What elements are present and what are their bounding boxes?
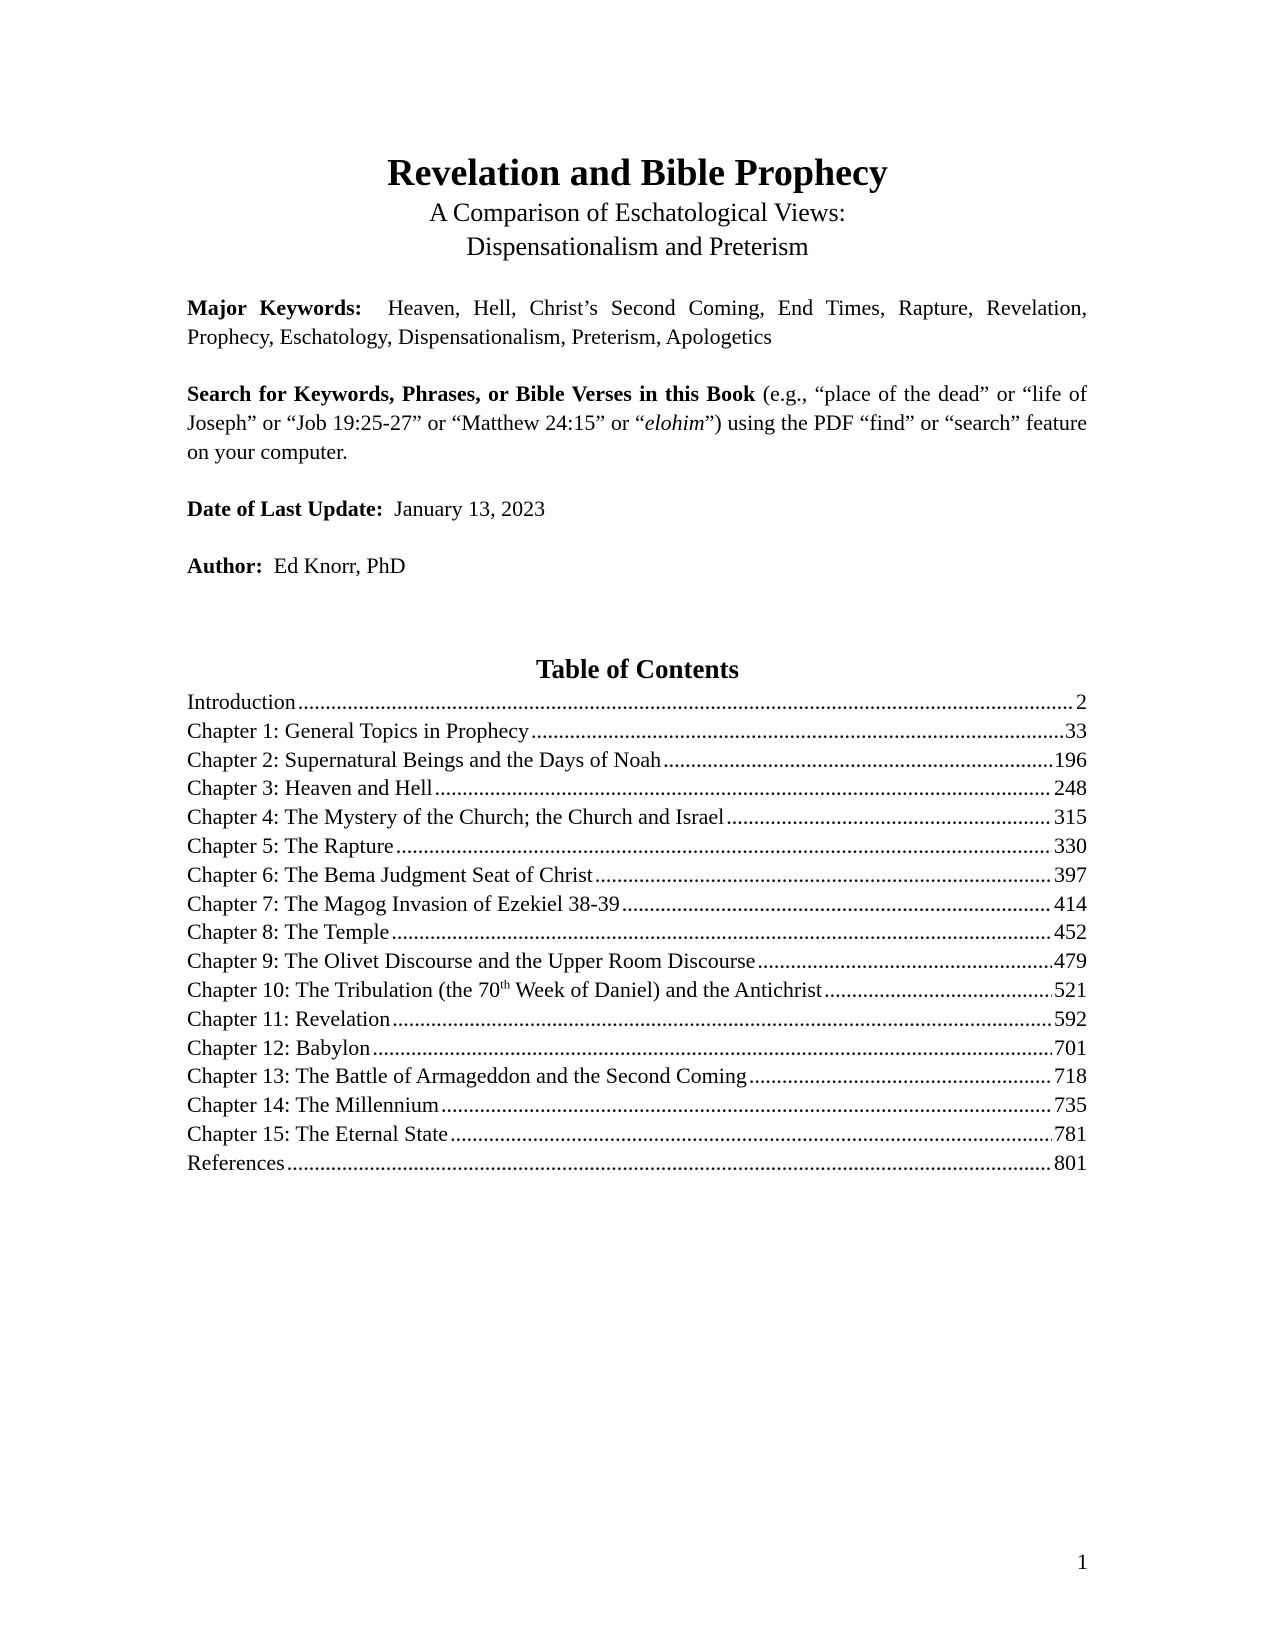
document-title: Revelation and Bible Prophecy (387, 152, 888, 194)
toc-entry-label: Chapter 2: Supernatural Beings and the Days of Noah (187, 746, 662, 772)
toc-entry-page: 315 (1054, 804, 1087, 830)
toc-entry[interactable] (187, 1120, 1087, 1149)
toc-entry-label: Chapter 13: The Battle of Armageddon and the Second Coming (187, 1063, 747, 1089)
search-paragraph (187, 379, 1087, 466)
document-subtitle-line1: A Comparison of Eschatological Views: (429, 198, 846, 227)
toc-dot-leader (595, 861, 1052, 890)
toc-entry[interactable] (187, 717, 1087, 746)
toc-entry[interactable] (187, 976, 1087, 1005)
toc-entry-page: 592 (1054, 1005, 1087, 1031)
toc-entry-label: Chapter 15: The Eternal State (187, 1120, 449, 1146)
toc-dot-leader (749, 1062, 1052, 1091)
toc-entry[interactable] (187, 832, 1087, 861)
toc-entry[interactable] (187, 1062, 1087, 1091)
toc-entry-label-part: Chapter 10: The Tribulation (the 70 (187, 976, 501, 1002)
toc-entry-page: 397 (1054, 861, 1087, 887)
search-text-before: (e.g., “place of the dead” or “life of Joseph” or “Job 19:25-27” or “Matthew 24:15” or “ (187, 381, 1088, 435)
toc-entry-label: Chapter 6: The Bema Judgment Seat of Christ (187, 861, 593, 887)
toc-entry[interactable] (187, 746, 1087, 775)
toc-dot-leader (441, 1091, 1052, 1120)
toc-entry-page: 735 (1054, 1092, 1087, 1118)
toc-entry-page: 414 (1054, 890, 1087, 916)
toc-entry-page: 701 (1054, 1034, 1087, 1060)
toc-entry-label: Chapter 4: The Mystery of the Church; the Church and Israel (187, 804, 725, 830)
search-label: Search for Keywords, Phrases, or Bible Verses in this Book (187, 381, 756, 406)
toc-entry-page: 196 (1054, 746, 1087, 772)
toc-entry-label (187, 976, 822, 1005)
toc-entry[interactable] (187, 803, 1087, 832)
toc-entry-page: 330 (1054, 832, 1087, 858)
toc-dot-leader (435, 774, 1052, 803)
toc-entry[interactable] (187, 861, 1087, 890)
toc-entry-label: Chapter 14: The Millennium (187, 1092, 439, 1118)
toc-entry[interactable] (187, 774, 1087, 803)
toc-entry-label: Chapter 11: Revelation (187, 1005, 391, 1031)
author-value: Ed Knorr, PhD (273, 553, 406, 578)
toc-dot-leader (757, 947, 1052, 976)
toc-entry-label: Introduction (187, 689, 296, 714)
keywords-paragraph (187, 293, 1087, 351)
toc-dot-leader (622, 890, 1052, 919)
toc-dot-leader (372, 1034, 1052, 1063)
document-subtitle-line2: Dispensationalism and Preterism (466, 232, 809, 261)
toc-entry-label-superscript: th (500, 976, 511, 992)
keywords-text: Heaven, Hell, Christ’s Second Coming, End Times, Rapture, Revelation, Prophecy, Eschatology, Dispensationalism, Preterism, Apologetics (187, 295, 1088, 349)
toc-title: Table of Contents (535, 654, 740, 684)
toc-entry-label: Chapter 8: The Temple (187, 919, 390, 945)
table-of-contents (187, 688, 1087, 1178)
toc-entry[interactable] (187, 1149, 1087, 1178)
toc-entry[interactable] (187, 918, 1087, 947)
toc-entry[interactable] (187, 890, 1087, 919)
toc-entry-label: Chapter 5: The Rapture (187, 832, 394, 858)
toc-entry-page: 248 (1054, 775, 1087, 801)
toc-entry-page: 801 (1054, 1149, 1087, 1175)
page-number: 1 (1077, 1549, 1088, 1574)
toc-entry-label: Chapter 12: Babylon (187, 1034, 371, 1060)
toc-entry-label: Chapter 3: Heaven and Hell (187, 775, 433, 801)
toc-entry[interactable] (187, 1005, 1087, 1034)
toc-dot-leader (392, 1005, 1052, 1034)
title-block (0, 150, 1275, 264)
toc-dot-leader (450, 1120, 1052, 1149)
toc-dot-leader (298, 688, 1074, 717)
toc-dot-leader (726, 803, 1052, 832)
last-update-line (187, 494, 1087, 523)
toc-entry[interactable] (187, 947, 1087, 976)
toc-entry-label-part: Week of Daniel) and the Antichrist (510, 976, 823, 1002)
toc-entry-label: References (187, 1149, 285, 1175)
toc-entry-page: 718 (1054, 1063, 1087, 1089)
toc-entry-page: 33 (1065, 717, 1087, 743)
toc-entry-label: Chapter 1: General Topics in Prophecy (187, 717, 530, 743)
toc-dot-leader (531, 717, 1063, 746)
search-text-italic: elohim (644, 410, 705, 435)
toc-dot-leader (824, 976, 1052, 1005)
author-line (187, 551, 1087, 580)
search-text-after: ”) using the PDF “find” or “search” feature on your computer. (187, 410, 1087, 464)
toc-entry-page: 479 (1054, 948, 1087, 974)
last-update-label: Date of Last Update: (187, 496, 384, 521)
toc-entry-label: Chapter 9: The Olivet Discourse and the Upper Room Discourse (187, 948, 756, 974)
toc-entry-page: 2 (1076, 689, 1087, 714)
toc-dot-leader (287, 1149, 1052, 1178)
toc-dot-leader (391, 918, 1052, 947)
toc-entry-page: 781 (1054, 1120, 1087, 1146)
toc-entry[interactable] (187, 1034, 1087, 1063)
toc-entry[interactable] (187, 688, 1087, 717)
toc-entry-page: 521 (1054, 976, 1087, 1002)
toc-entry[interactable] (187, 1091, 1087, 1120)
toc-dot-leader (396, 832, 1052, 861)
author-label: Author: (187, 553, 263, 578)
keywords-label: Major Keywords: (187, 295, 362, 320)
toc-entry-page: 452 (1054, 919, 1087, 945)
toc-entry-label: Chapter 7: The Magog Invasion of Ezekiel 38-39 (187, 890, 620, 916)
toc-dot-leader (663, 746, 1052, 775)
last-update-value: January 13, 2023 (394, 496, 546, 521)
